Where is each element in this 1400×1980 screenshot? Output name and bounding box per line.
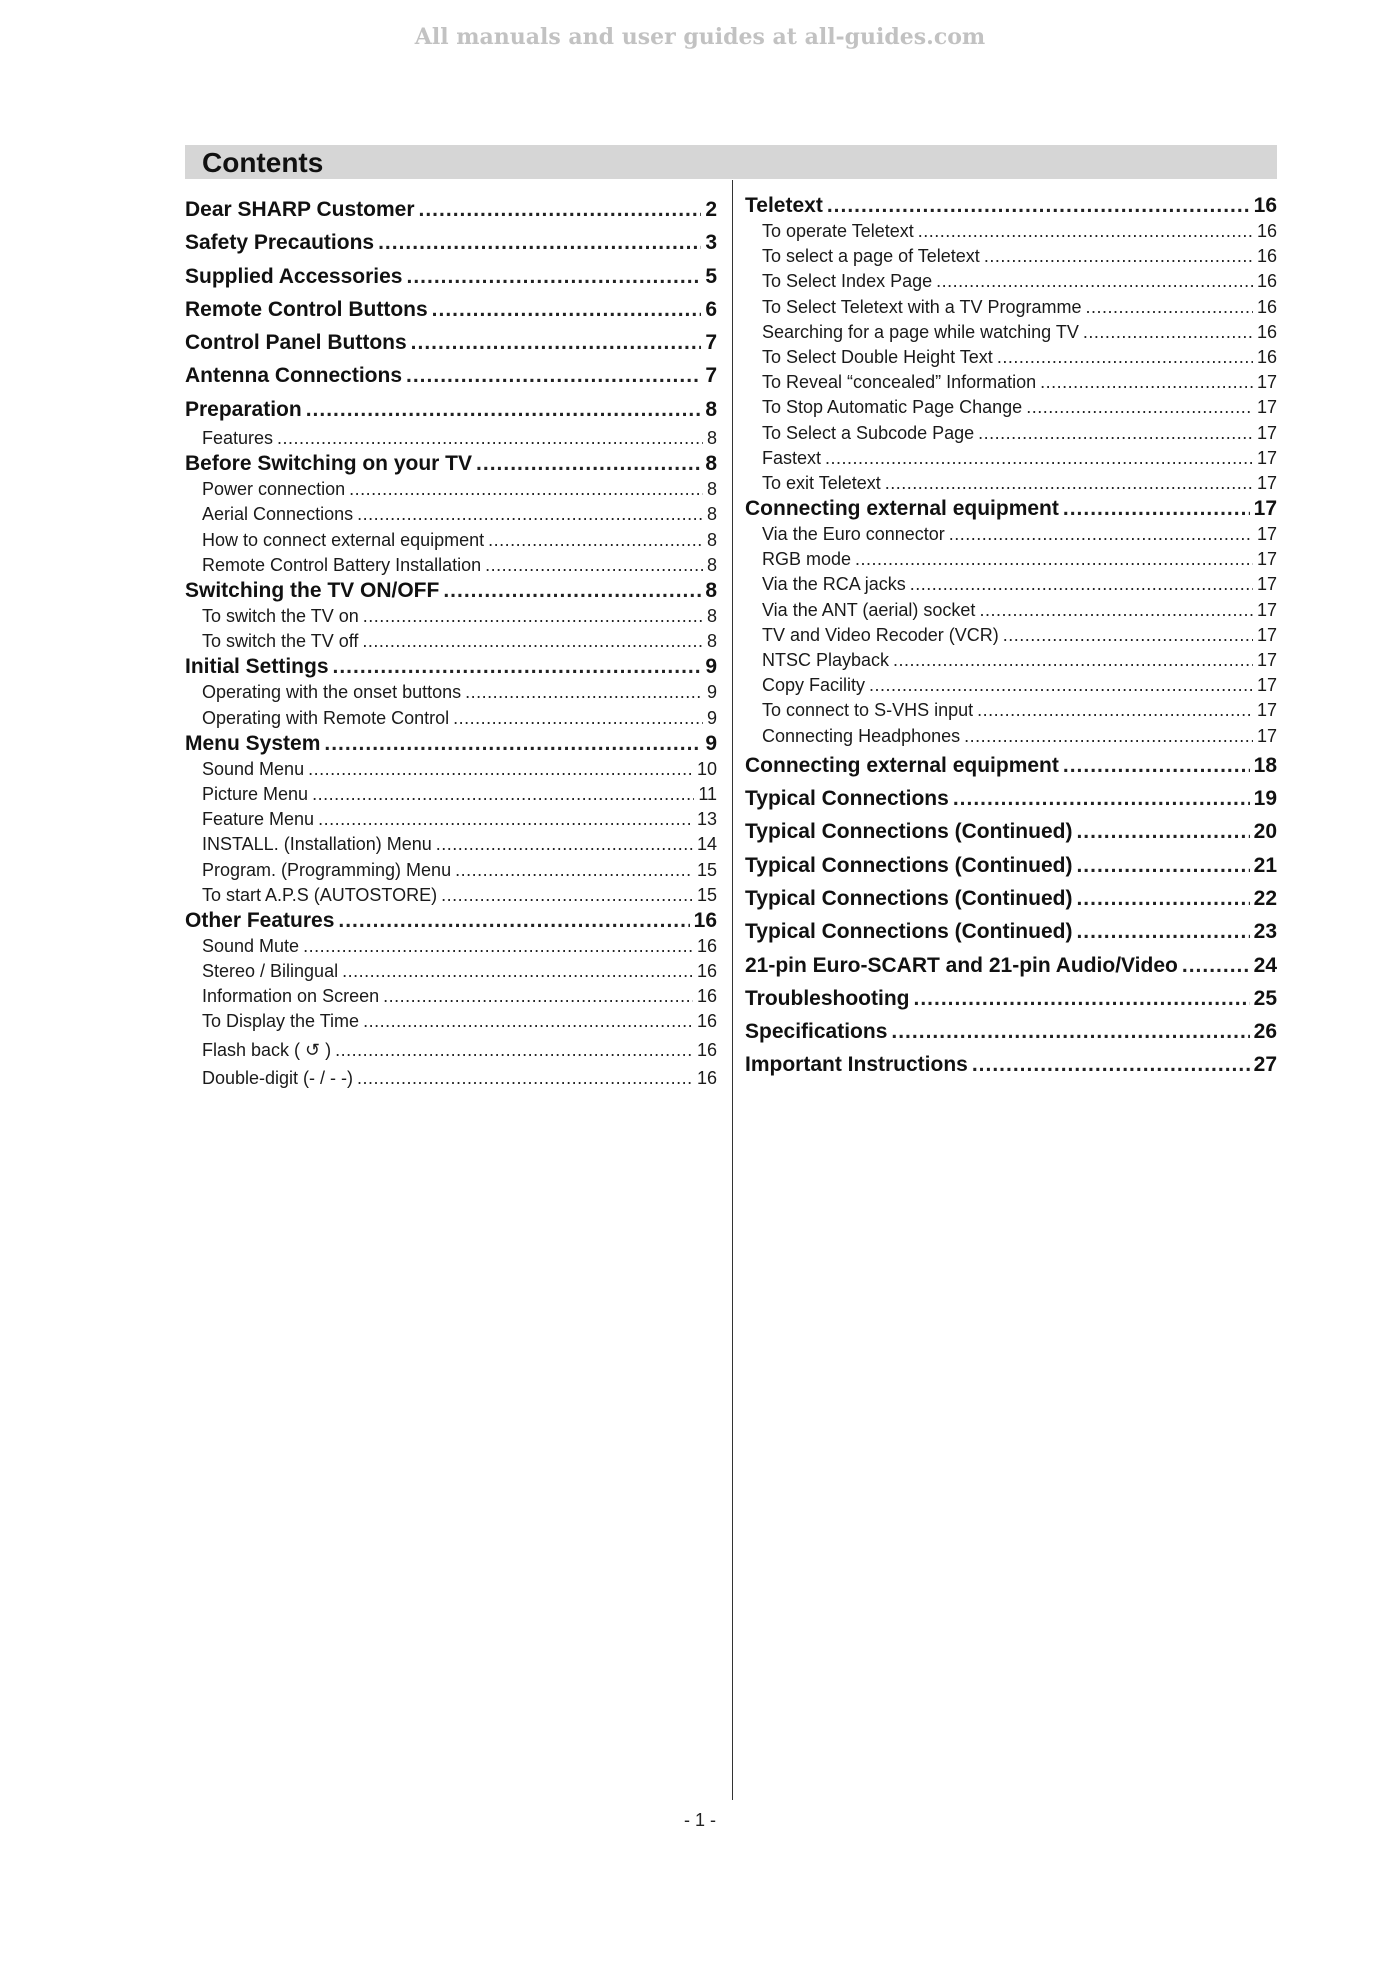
toc-section-entry[interactable] xyxy=(745,1048,1277,1081)
toc-dot-leader xyxy=(910,572,1253,597)
toc-dot-leader xyxy=(488,528,703,553)
toc-subsection-entry[interactable] xyxy=(745,623,1277,648)
toc-entry-page: 17 xyxy=(1256,574,1277,595)
toc-subsection-entry[interactable] xyxy=(745,572,1277,597)
toc-entry-label: Switching the TV ON/OFF xyxy=(185,579,440,603)
toc-dot-leader xyxy=(406,260,701,293)
toc-entry-page: 17 xyxy=(1256,725,1277,746)
toc-entry-label: Connecting Headphones xyxy=(762,725,961,746)
toc-subsection-entry[interactable] xyxy=(745,421,1277,446)
toc-subsection-entry[interactable] xyxy=(185,1009,717,1034)
toc-entry-label: Aerial Connections xyxy=(202,504,354,525)
toc-section-entry[interactable] xyxy=(745,782,1277,815)
toc-entry-label: Operating with the onset buttons xyxy=(202,682,462,703)
toc-entry-label: Important Instructions xyxy=(745,1053,968,1077)
toc-dot-leader xyxy=(312,782,694,807)
toc-entry-label: To Display the Time xyxy=(202,1011,360,1032)
toc-subsection-entry[interactable] xyxy=(745,370,1277,395)
toc-entry-label: Operating with Remote Control xyxy=(202,707,450,728)
toc-subsection-entry[interactable] xyxy=(185,1066,717,1091)
toc-entry-label: Supplied Accessories xyxy=(185,264,403,288)
toc-dot-leader xyxy=(1003,623,1253,648)
toc-dot-leader xyxy=(419,193,702,226)
toc-dot-leader xyxy=(918,219,1253,244)
toc-subsection-entry[interactable] xyxy=(745,471,1277,496)
toc-dot-leader xyxy=(869,673,1253,698)
toc-dot-leader xyxy=(406,359,701,392)
toc-entry-label: Control Panel Buttons xyxy=(185,331,407,355)
toc-entry-page: 17 xyxy=(1256,472,1277,493)
toc-section-entry[interactable] xyxy=(185,359,717,392)
toc-subsection-entry[interactable] xyxy=(185,553,717,578)
toc-dot-leader xyxy=(978,421,1253,446)
toc-dot-leader xyxy=(476,451,701,477)
toc-dot-leader xyxy=(308,757,693,782)
toc-entry-page: 17 xyxy=(1256,624,1277,645)
toc-entry-label: Flash back ( ↺ ) xyxy=(202,1039,332,1060)
toc-entry-page: 16 xyxy=(696,1039,717,1060)
toc-entry-label: How to connect external equipment xyxy=(202,529,485,550)
toc-subsection-entry[interactable] xyxy=(745,219,1277,244)
toc-subsection-entry[interactable] xyxy=(745,522,1277,547)
toc-entry-label: Dear SHARP Customer xyxy=(185,198,415,221)
toc-subsection-entry[interactable] xyxy=(745,698,1277,723)
toc-entry-page: 16 xyxy=(1253,194,1277,217)
toc-entry-page: 9 xyxy=(705,655,717,679)
toc-dot-leader xyxy=(383,984,693,1009)
toc-subsection-entry[interactable] xyxy=(745,724,1277,749)
toc-section-entry[interactable] xyxy=(185,393,717,426)
toc-entry-page: 16 xyxy=(696,961,717,982)
toc-subsection-entry[interactable] xyxy=(185,680,717,705)
toc-dot-leader xyxy=(378,226,701,259)
toc-entry-page: 17 xyxy=(1256,549,1277,570)
toc-entry-page: 14 xyxy=(696,834,717,855)
toc-entry-page: 17 xyxy=(1253,497,1277,521)
toc-dot-leader xyxy=(357,502,703,527)
toc-dot-leader xyxy=(432,293,702,326)
toc-entry-page: 22 xyxy=(1253,886,1277,910)
toc-subsection-entry[interactable] xyxy=(185,959,717,984)
toc-entry-label: Other Features xyxy=(185,908,335,932)
toc-dot-leader xyxy=(1063,496,1250,522)
toc-entry-page: 16 xyxy=(696,1011,717,1032)
toc-subsection-entry[interactable] xyxy=(185,426,717,451)
toc-left-column xyxy=(185,193,717,1091)
toc-entry-page: 8 xyxy=(705,397,717,421)
toc-entry-page: 16 xyxy=(696,1067,717,1088)
toc-section-entry[interactable] xyxy=(185,326,717,359)
toc-entry-label: Information on Screen xyxy=(202,986,380,1007)
toc-dot-leader xyxy=(1076,915,1249,948)
toc-dot-leader xyxy=(411,326,702,359)
toc-section-entry[interactable] xyxy=(745,882,1277,915)
toc-entry-label: Typical Connections (Continued) xyxy=(745,886,1073,910)
toc-dot-leader xyxy=(335,1035,693,1066)
toc-entry-page: 5 xyxy=(705,264,717,288)
toc-entry-label: Sound Mute xyxy=(202,935,300,956)
toc-entry-label: Teletext xyxy=(745,194,823,217)
toc-subsection-entry[interactable] xyxy=(185,629,717,654)
toc-entry-page: 10 xyxy=(696,758,717,779)
toc-entry-page: 8 xyxy=(706,554,717,575)
toc-dot-leader xyxy=(953,782,1250,815)
toc-dot-leader xyxy=(964,724,1253,749)
toc-entry-page: 20 xyxy=(1253,820,1277,844)
toc-dot-leader xyxy=(1076,882,1249,915)
toc-entry-label: To Select Double Height Text xyxy=(762,346,993,367)
toc-entry-page: 16 xyxy=(1256,271,1277,292)
toc-entry-page: 8 xyxy=(705,452,717,476)
toc-right-column xyxy=(745,193,1277,1082)
toc-dot-leader xyxy=(913,982,1249,1015)
contents-header-bar xyxy=(185,145,1277,179)
toc-entry-page: 17 xyxy=(1256,700,1277,721)
toc-entry-page: 16 xyxy=(693,908,717,932)
toc-entry-page: 15 xyxy=(696,884,717,905)
toc-subsection-entry[interactable] xyxy=(745,547,1277,572)
toc-entry-label: Remote Control Battery Installation xyxy=(202,554,482,575)
toc-dot-leader xyxy=(436,832,693,857)
toc-subsection-entry[interactable] xyxy=(745,395,1277,420)
toc-entry-label: Picture Menu xyxy=(202,783,309,804)
toc-dot-leader xyxy=(363,604,703,629)
toc-entry-label: Power connection xyxy=(202,479,346,500)
toc-entry-label: Via the ANT (aerial) socket xyxy=(762,599,976,620)
toc-section-entry[interactable] xyxy=(185,226,717,259)
toc-subsection-entry[interactable] xyxy=(185,858,717,883)
toc-entry-label: Typical Connections (Continued) xyxy=(745,920,1073,944)
toc-entry-page: 7 xyxy=(705,364,717,388)
toc-entry-page: 17 xyxy=(1256,447,1277,468)
toc-dot-leader xyxy=(1083,320,1253,345)
toc-entry-label: To switch the TV off xyxy=(202,631,359,652)
toc-entry-label: Sound Menu xyxy=(202,758,305,779)
toc-dot-leader xyxy=(357,1066,693,1091)
toc-dot-leader xyxy=(441,883,693,908)
toc-dot-leader xyxy=(1085,295,1252,320)
toc-entry-page: 16 xyxy=(1256,296,1277,317)
toc-dot-leader xyxy=(997,345,1253,370)
toc-dot-leader xyxy=(855,547,1253,572)
toc-entry-label: Troubleshooting xyxy=(745,986,910,1010)
toc-dot-leader xyxy=(306,393,702,426)
toc-entry-label: Preparation xyxy=(185,397,302,421)
toc-entry-label: RGB mode xyxy=(762,549,852,570)
toc-entry-page: 13 xyxy=(696,809,717,830)
toc-section-entry[interactable] xyxy=(745,193,1277,219)
toc-entry-page: 21 xyxy=(1253,853,1277,877)
toc-entry-page: 16 xyxy=(1256,246,1277,267)
toc-entry-label: Typical Connections (Continued) xyxy=(745,853,1073,877)
toc-section-entry[interactable] xyxy=(185,451,717,477)
toc-entry-page: 17 xyxy=(1256,372,1277,393)
toc-entry-label: Features xyxy=(202,428,274,449)
toc-entry-label: To Stop Automatic Page Change xyxy=(762,397,1023,418)
toc-subsection-entry[interactable] xyxy=(745,598,1277,623)
toc-subsection-entry[interactable] xyxy=(185,883,717,908)
toc-entry-page: 16 xyxy=(1256,346,1277,367)
toc-entry-page: 17 xyxy=(1256,397,1277,418)
toc-dot-leader xyxy=(485,553,703,578)
toc-entry-page: 16 xyxy=(696,986,717,1007)
toc-subsection-entry[interactable] xyxy=(185,502,717,527)
toc-entry-page: 9 xyxy=(706,682,717,703)
page-title: Contents xyxy=(202,147,324,178)
toc-entry-page: 6 xyxy=(705,297,717,321)
toc-dot-leader xyxy=(333,654,702,680)
toc-dot-leader xyxy=(1040,370,1253,395)
toc-entry-label: Double-digit (- / - -) xyxy=(202,1067,354,1088)
toc-entry-label: 21-pin Euro-SCART and 21-pin Audio/Video xyxy=(745,953,1178,977)
toc-subsection-entry[interactable] xyxy=(745,345,1277,370)
toc-dot-leader xyxy=(362,629,703,654)
toc-dot-leader xyxy=(1182,949,1250,982)
toc-entry-label: TV and Video Recoder (VCR) xyxy=(762,624,999,645)
toc-entry-label: Connecting external equipment xyxy=(745,497,1059,521)
toc-dot-leader xyxy=(885,471,1253,496)
toc-section-entry[interactable] xyxy=(745,849,1277,882)
toc-dot-leader xyxy=(443,578,701,604)
toc-section-entry[interactable] xyxy=(185,260,717,293)
toc-dot-leader xyxy=(349,477,703,502)
toc-subsection-entry[interactable] xyxy=(745,446,1277,471)
toc-entry-label: To Select a Subcode Page xyxy=(762,422,975,443)
toc-entry-page: 15 xyxy=(696,859,717,880)
toc-entry-page: 25 xyxy=(1253,986,1277,1010)
toc-entry-label: To connect to S-VHS input xyxy=(762,700,974,721)
toc-dot-leader xyxy=(318,807,693,832)
toc-entry-page: 19 xyxy=(1253,787,1277,811)
toc-entry-page: 8 xyxy=(706,504,717,525)
toc-subsection-entry[interactable] xyxy=(185,984,717,1009)
watermark: All manuals and user guides at all-guides.com xyxy=(414,24,986,50)
toc-entry-page: 9 xyxy=(706,707,717,728)
toc-entry-label: Menu System xyxy=(185,731,321,755)
toc-entry-page: 17 xyxy=(1256,650,1277,670)
toc-dot-leader xyxy=(338,908,689,934)
toc-subsection-entry[interactable] xyxy=(745,295,1277,320)
toc-entry-label: To Select Teletext with a TV Programme xyxy=(762,296,1082,317)
toc-section-entry[interactable] xyxy=(745,1015,1277,1048)
toc-dot-leader xyxy=(827,193,1250,219)
toc-entry-page: 7 xyxy=(705,331,717,355)
toc-subsection-entry[interactable] xyxy=(185,934,717,959)
toc-dot-leader xyxy=(891,1015,1249,1048)
toc-section-entry[interactable] xyxy=(745,915,1277,948)
toc-entry-label: Feature Menu xyxy=(202,809,315,830)
toc-entry-label: To exit Teletext xyxy=(762,472,881,493)
toc-dot-leader xyxy=(453,706,703,731)
toc-section-entry[interactable] xyxy=(745,815,1277,848)
toc-subsection-entry[interactable] xyxy=(745,320,1277,345)
toc-entry-label: To Reveal “concealed” Information xyxy=(762,372,1037,393)
toc-entry-label: Specifications xyxy=(745,1020,888,1044)
toc-subsection-entry[interactable] xyxy=(185,832,717,857)
toc-entry-page: 16 xyxy=(1256,221,1277,241)
toc-section-entry[interactable] xyxy=(185,193,717,226)
toc-entry-label: Via the RCA jacks xyxy=(762,574,906,595)
toc-entry-page: 16 xyxy=(1256,321,1277,342)
toc-entry-page: 8 xyxy=(705,579,717,603)
toc-dot-leader xyxy=(972,1048,1250,1081)
toc-entry-page: 8 xyxy=(706,428,717,449)
toc-dot-leader xyxy=(277,426,703,451)
toc-entry-label: Via the Euro connector xyxy=(762,524,945,545)
toc-entry-label: Typical Connections xyxy=(745,787,949,811)
toc-dot-leader xyxy=(455,858,693,883)
toc-dot-leader xyxy=(1026,395,1253,420)
toc-dot-leader xyxy=(949,522,1253,547)
toc-dot-leader xyxy=(936,269,1253,294)
toc-entry-page: 8 xyxy=(706,631,717,652)
toc-dot-leader xyxy=(363,1009,693,1034)
toc-entry-page: 16 xyxy=(696,935,717,956)
toc-entry-label: Before Switching on your TV xyxy=(185,452,473,476)
toc-entry-label: To Select Index Page xyxy=(762,271,933,292)
toc-entry-page: 17 xyxy=(1256,524,1277,545)
toc-entry-label: Initial Settings xyxy=(185,655,329,679)
toc-section-entry[interactable] xyxy=(185,908,717,934)
toc-section-entry[interactable] xyxy=(745,982,1277,1015)
toc-subsection-entry[interactable] xyxy=(185,1035,717,1066)
toc-entry-label: Fastext xyxy=(762,447,822,468)
toc-entry-label: To switch the TV on xyxy=(202,606,359,627)
toc-dot-leader xyxy=(1076,815,1249,848)
toc-entry-page: 27 xyxy=(1253,1053,1277,1077)
toc-section-entry[interactable] xyxy=(745,749,1277,782)
toc-section-entry[interactable] xyxy=(185,578,717,604)
toc-entry-label: To start A.P.S (AUTOSTORE) xyxy=(202,884,438,905)
toc-subsection-entry[interactable] xyxy=(185,807,717,832)
toc-dot-leader xyxy=(1063,749,1250,782)
toc-entry-label: Antenna Connections xyxy=(185,364,403,388)
toc-subsection-entry[interactable] xyxy=(185,782,717,807)
toc-entry-label: Remote Control Buttons xyxy=(185,297,428,321)
toc-section-entry[interactable] xyxy=(745,949,1277,982)
toc-section-entry[interactable] xyxy=(185,731,717,757)
toc-dot-leader xyxy=(465,680,703,705)
toc-entry-label: Stereo / Bilingual xyxy=(202,961,339,982)
toc-subsection-entry[interactable] xyxy=(745,648,1277,673)
toc-entry-label: Program. (Programming) Menu xyxy=(202,859,452,880)
toc-dot-leader xyxy=(342,959,693,984)
toc-dot-leader xyxy=(977,698,1253,723)
toc-subsection-entry[interactable] xyxy=(745,244,1277,269)
toc-subsection-entry[interactable] xyxy=(185,604,717,629)
toc-subsection-entry[interactable] xyxy=(185,757,717,782)
toc-subsection-entry[interactable] xyxy=(745,673,1277,698)
toc-entry-label: Connecting external equipment xyxy=(745,753,1059,777)
toc-dot-leader xyxy=(979,598,1253,623)
toc-dot-leader xyxy=(825,446,1253,471)
toc-entry-page: 26 xyxy=(1253,1020,1277,1044)
toc-subsection-entry[interactable] xyxy=(185,528,717,553)
toc-entry-label: Searching for a page while watching TV xyxy=(762,321,1079,342)
toc-subsection-entry[interactable] xyxy=(185,477,717,502)
toc-dot-leader xyxy=(984,244,1253,269)
toc-entry-page: 17 xyxy=(1256,675,1277,696)
toc-dot-leader xyxy=(303,934,693,959)
toc-subsection-entry[interactable] xyxy=(745,269,1277,294)
toc-entry-label: INSTALL. (Installation) Menu xyxy=(202,834,432,855)
toc-dot-leader xyxy=(324,731,701,757)
toc-section-entry[interactable] xyxy=(185,293,717,326)
toc-entry-page: 17 xyxy=(1256,422,1277,443)
toc-entry-label: Safety Precautions xyxy=(185,231,375,255)
toc-entry-page: 23 xyxy=(1253,920,1277,944)
toc-entry-page: 8 xyxy=(706,606,717,627)
toc-section-entry[interactable] xyxy=(745,496,1277,522)
toc-entry-page: 17 xyxy=(1256,599,1277,620)
toc-dot-leader xyxy=(1076,849,1249,882)
toc-entry-page: 18 xyxy=(1253,753,1277,777)
column-divider xyxy=(732,180,733,1800)
toc-entry-label: Copy Facility xyxy=(762,675,866,696)
toc-entry-page: 11 xyxy=(698,783,717,804)
toc-entry-page: 8 xyxy=(706,529,717,550)
toc-entry-page: 24 xyxy=(1253,953,1277,977)
toc-entry-page: 9 xyxy=(705,731,717,755)
toc-entry-label: To operate Teletext xyxy=(762,221,914,241)
toc-subsection-entry[interactable] xyxy=(185,706,717,731)
toc-entry-page: 8 xyxy=(706,479,717,500)
toc-entry-label: Typical Connections (Continued) xyxy=(745,820,1073,844)
page-number: - 1 - xyxy=(683,1810,716,1830)
toc-entry-label: To select a page of Teletext xyxy=(762,246,980,267)
toc-entry-label: NTSC Playback xyxy=(762,650,890,670)
toc-dot-leader xyxy=(893,648,1253,673)
toc-entry-page: 3 xyxy=(705,231,717,255)
toc-entry-page: 2 xyxy=(705,198,717,221)
toc-section-entry[interactable] xyxy=(185,654,717,680)
